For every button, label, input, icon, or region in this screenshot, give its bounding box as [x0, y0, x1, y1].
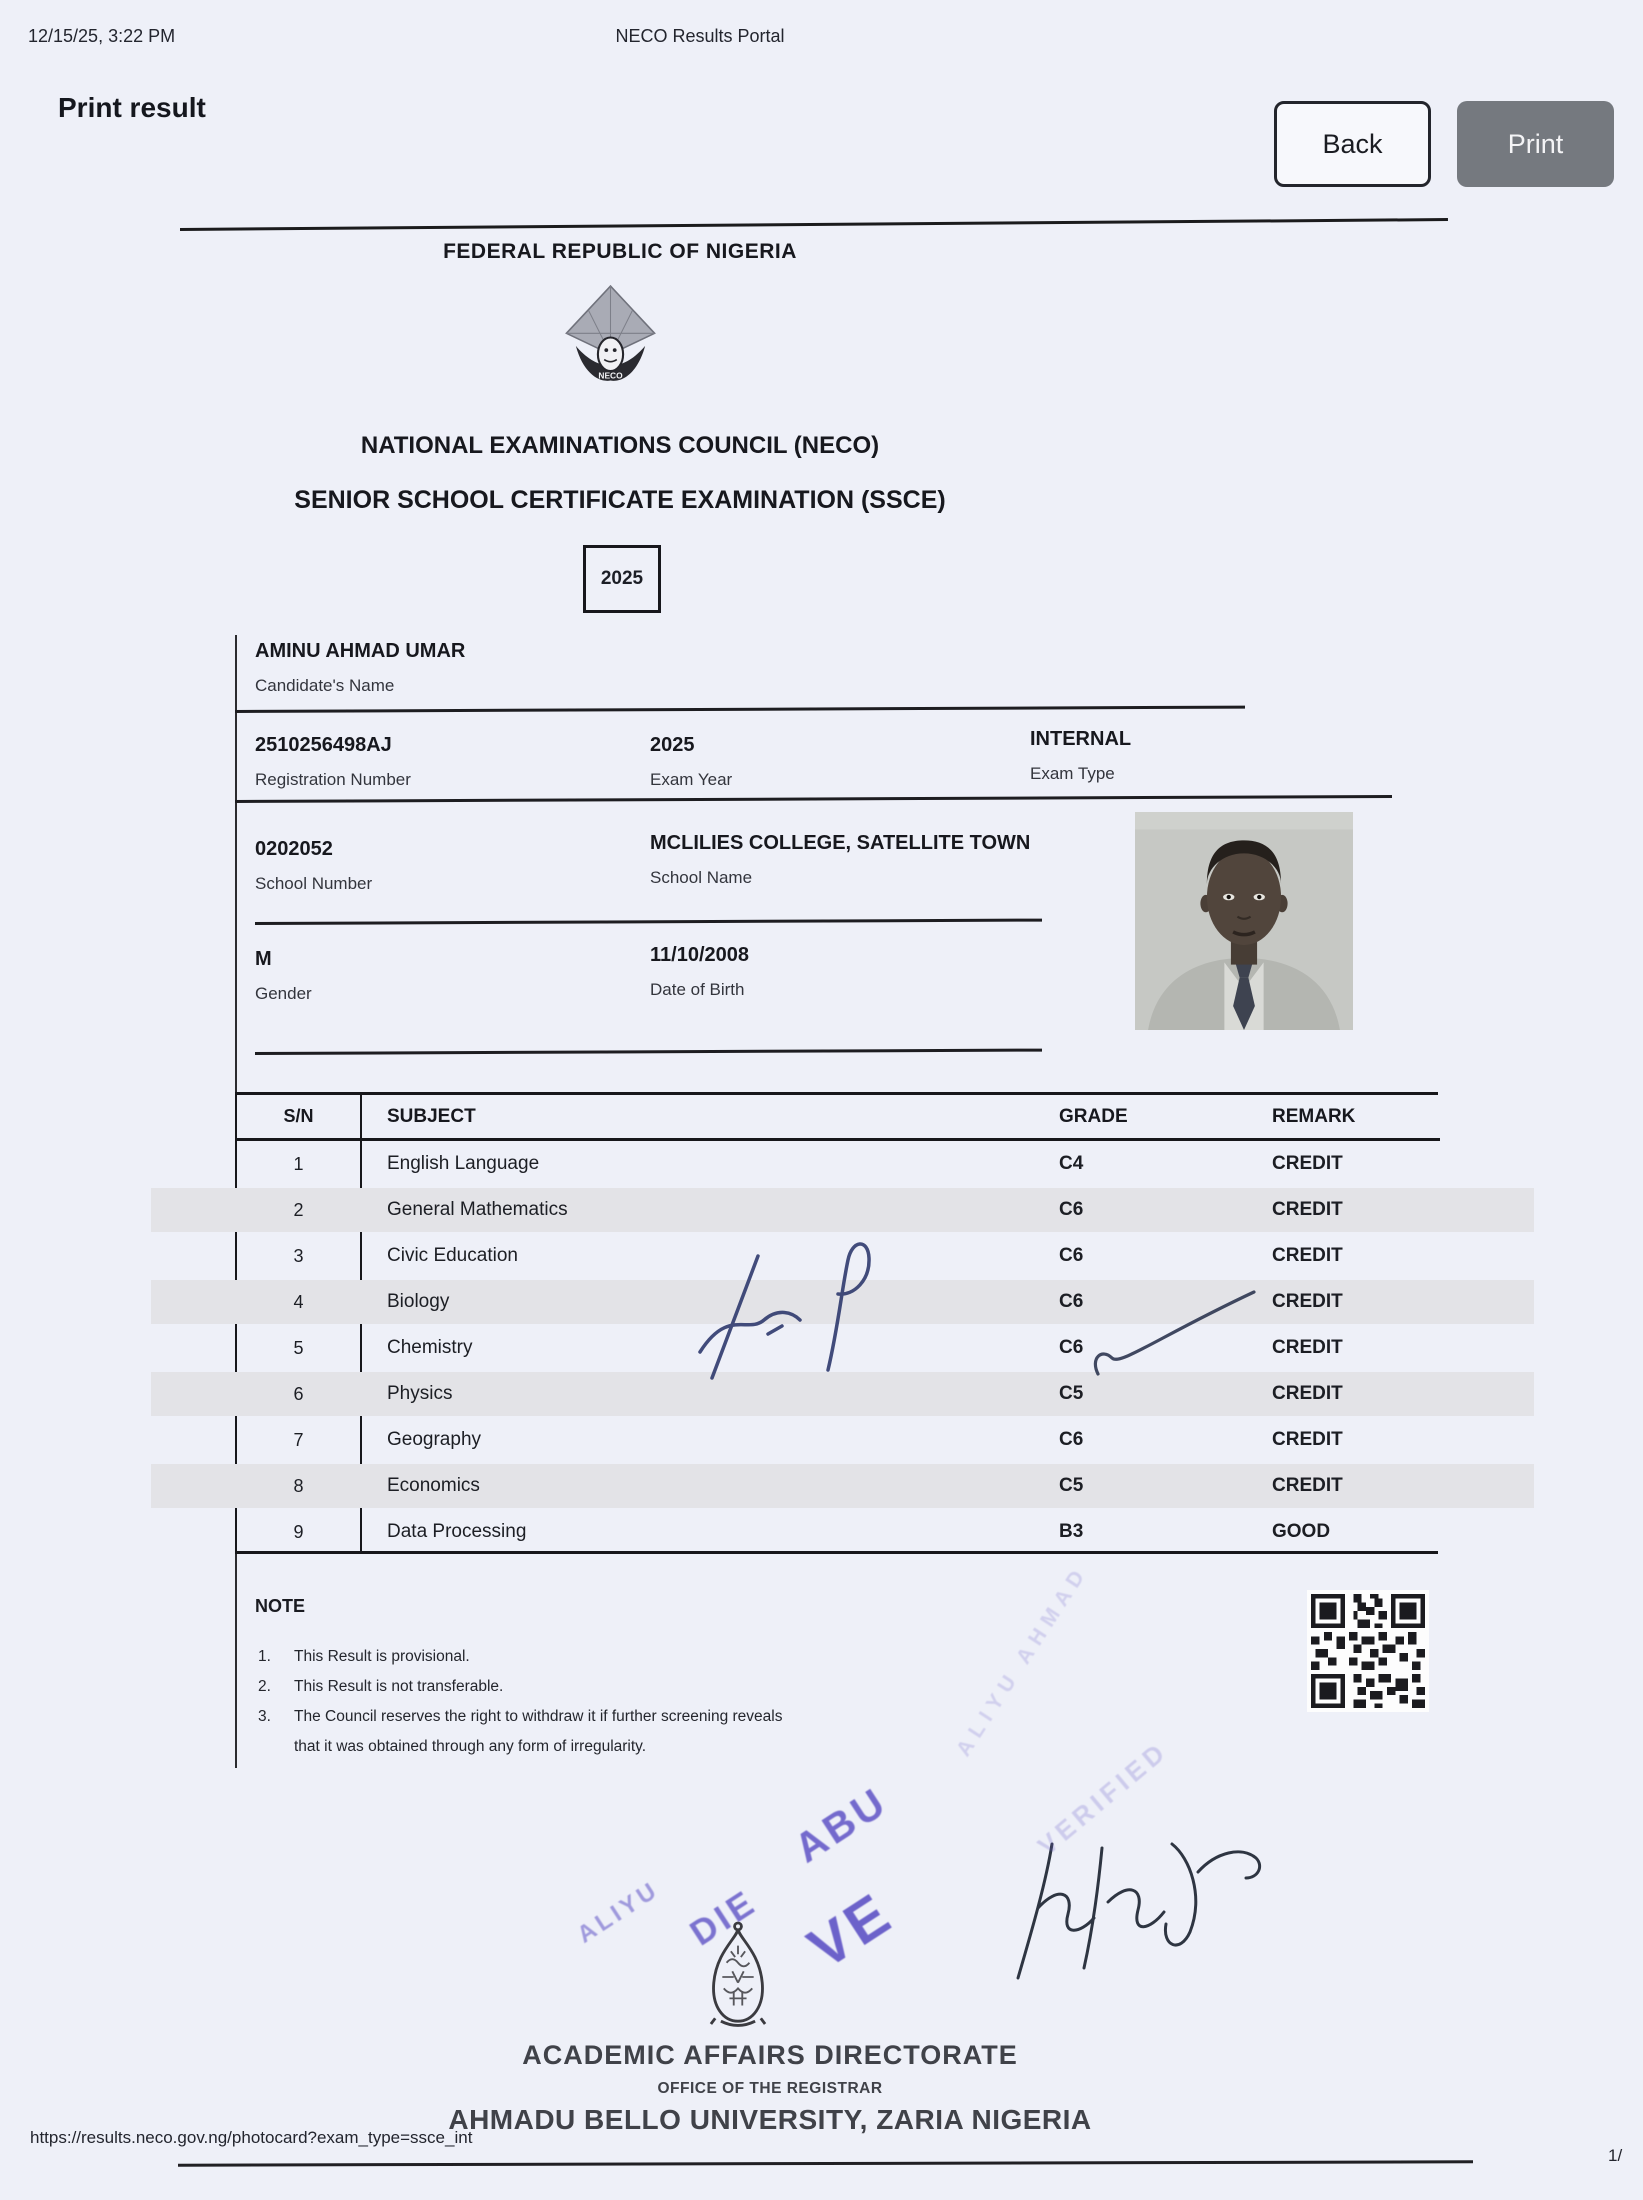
cell-subject: English Language [387, 1153, 540, 1174]
school-number: 0202052 [255, 838, 333, 860]
exam-year: 2025 [650, 734, 695, 756]
candidate-photo [1135, 812, 1353, 1030]
svg-text:NECO: NECO [598, 370, 623, 381]
note-title: NOTE [255, 1596, 306, 1616]
stamp-fragment: ALIYU [572, 1875, 665, 1949]
portal-title: NECO Results Portal [615, 26, 785, 46]
cell-sn: 6 [293, 1383, 304, 1404]
cell-subject: General Mathematics [387, 1199, 568, 1220]
signature-date [1018, 1844, 1260, 1978]
date-of-birth-label: Date of Birth [650, 980, 745, 999]
table-row [237, 1417, 1440, 1463]
cell-grade: C6 [1059, 1337, 1084, 1358]
cell-grade: C6 [1059, 1199, 1084, 1220]
divider-rule [255, 1049, 1042, 1055]
note-item-text: This Result is not transferable. [294, 1678, 504, 1695]
cell-sn: 2 [293, 1199, 304, 1220]
back-button[interactable]: Back [1274, 101, 1431, 187]
registration-number: 2510256498AJ [255, 734, 392, 756]
stamp-fragment: DIE [683, 1882, 764, 1954]
cell-remark: CREDIT [1272, 1383, 1343, 1404]
cell-grade: C4 [1059, 1153, 1084, 1174]
scan-page-top-edge [180, 218, 1448, 231]
cell-remark: CREDIT [1272, 1199, 1343, 1220]
table-row [237, 1371, 1440, 1417]
exam-type-label: Exam Type [1030, 764, 1115, 783]
stamp-fragment: ABU [786, 1777, 896, 1872]
results-table [235, 1092, 1438, 1554]
page-number: 1/ [1608, 2146, 1623, 2165]
cell-sn: 9 [293, 1521, 304, 1542]
page-title: Print result [58, 92, 206, 123]
cell-sn: 3 [293, 1245, 304, 1266]
country-heading: FEDERAL REPUBLIC OF NIGERIA [443, 240, 797, 263]
divider-rule [235, 706, 1245, 713]
cell-sn: 7 [293, 1429, 304, 1450]
header-sn: S/N [283, 1106, 314, 1126]
note-item-text: The Council reserves the right to withdraw it if further screening reveals that it was obtained through any form of irregularity. [294, 1708, 783, 1755]
exam-type: INTERNAL [1030, 728, 1132, 750]
gender: M [255, 948, 272, 970]
cell-subject: Biology [387, 1291, 450, 1312]
table-row [237, 1463, 1440, 1509]
cell-subject: Physics [387, 1383, 453, 1404]
table-row [237, 1509, 1440, 1555]
abu-crest-icon [693, 1920, 783, 2034]
cell-grade: C6 [1059, 1245, 1084, 1266]
cell-remark: CREDIT [1272, 1475, 1343, 1496]
cell-remark: GOOD [1272, 1521, 1331, 1542]
print-datetime: 12/15/25, 3:22 PM [28, 26, 176, 46]
cell-remark: CREDIT [1272, 1245, 1343, 1266]
school-number-label: School Number [255, 874, 373, 893]
exam-year-box: 2025 [583, 545, 661, 613]
divider-rule [235, 795, 1392, 803]
date-of-birth: 11/10/2008 [650, 944, 749, 966]
cell-remark: CREDIT [1272, 1291, 1343, 1312]
cell-sn: 1 [293, 1153, 304, 1174]
note-item-number: 3. [258, 1708, 271, 1725]
stamp-fragment: VE [797, 1880, 905, 1982]
directorate-title: ACADEMIC AFFAIRS DIRECTORATE [522, 2040, 1018, 2070]
note-item-text: This Result is provisional. [294, 1648, 470, 1665]
cell-grade: C5 [1059, 1383, 1084, 1404]
cell-subject: Data Processing [387, 1521, 527, 1542]
school-name: MCLILIES COLLEGE, SATELLITE TOWN [650, 832, 1031, 854]
cell-sn: 5 [293, 1337, 304, 1358]
header-remark: REMARK [1272, 1105, 1356, 1127]
registration-number-label: Registration Number [255, 770, 411, 789]
cell-sn: 4 [293, 1291, 304, 1312]
cell-grade: C5 [1059, 1475, 1084, 1496]
table-row [237, 1233, 1440, 1279]
cell-remark: CREDIT [1272, 1337, 1343, 1358]
table-row [237, 1187, 1440, 1233]
table-row [237, 1279, 1440, 1325]
cell-subject: Geography [387, 1429, 482, 1450]
gender-label: Gender [255, 984, 312, 1003]
table-header-row [237, 1095, 1440, 1141]
council-heading: NATIONAL EXAMINATIONS COUNCIL (NECO) [360, 432, 880, 459]
office-title: OFFICE OF THE REGISTRAR [657, 2080, 883, 2097]
school-name-label: School Name [650, 868, 753, 887]
cell-sn: 8 [293, 1475, 304, 1496]
neco-logo-icon [558, 285, 663, 390]
cell-subject: Economics [387, 1475, 480, 1496]
cell-grade: C6 [1059, 1291, 1084, 1312]
verification-stamp-faint: ALIYU AHMAD [952, 1560, 1093, 1761]
qr-code [1307, 1590, 1429, 1712]
table-row [237, 1325, 1440, 1371]
note-item-number: 2. [258, 1678, 271, 1695]
cell-grade: C6 [1059, 1429, 1084, 1450]
exam-title-heading: SENIOR SCHOOL CERTIFICATE EXAMINATION (SSCE) [294, 486, 946, 514]
cell-remark: CREDIT [1272, 1429, 1343, 1450]
verification-stamp-faint: VERIFIED [1032, 1735, 1174, 1861]
note-item-number: 1. [258, 1648, 271, 1665]
footer-url: https://results.neco.gov.ng/photocard?exam_type=ssce_int [30, 2128, 473, 2147]
divider-rule [255, 919, 1042, 925]
print-button[interactable]: Print [1457, 101, 1614, 187]
header-subject: SUBJECT [387, 1105, 476, 1127]
candidate-name: AMINU AHMAD UMAR [255, 640, 466, 662]
table-row [237, 1141, 1440, 1187]
cell-remark: CREDIT [1272, 1153, 1343, 1174]
university-title: AHMADU BELLO UNIVERSITY, ZARIA NIGERIA [448, 2104, 1092, 2135]
scan-page-bottom-edge [178, 2160, 1473, 2166]
header-grade: GRADE [1059, 1105, 1128, 1127]
candidate-name-label: Candidate's Name [255, 676, 395, 695]
exam-year-label: Exam Year [650, 770, 733, 789]
cell-subject: Civic Education [387, 1245, 518, 1266]
cell-grade: B3 [1059, 1521, 1084, 1542]
cell-subject: Chemistry [387, 1337, 473, 1358]
